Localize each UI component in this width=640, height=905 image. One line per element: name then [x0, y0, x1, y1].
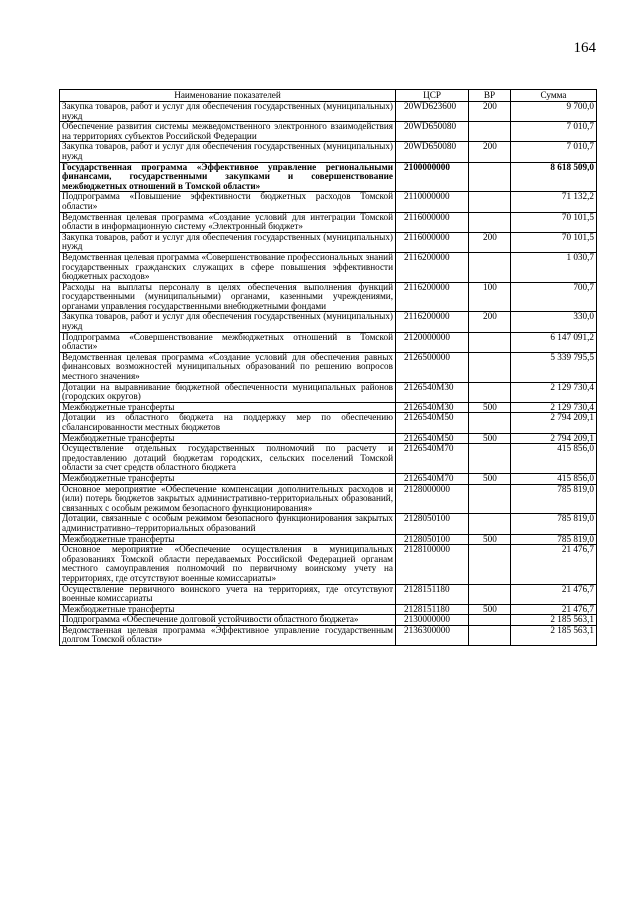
row-csr-cell: 2116000000 — [396, 212, 469, 232]
row-name-cell: Закупка товаров, работ и услуг для обеспечения государственных (муниципальных) нужд — [60, 312, 396, 332]
row-sum-cell: 6 147 091,2 — [511, 332, 597, 352]
table-header-row — [60, 90, 597, 102]
table-row — [60, 122, 597, 142]
table-row — [60, 212, 597, 232]
table-row — [60, 402, 597, 413]
budget-table — [59, 89, 597, 646]
row-name-cell: Ведомственная целевая программа «Создание условий для обеспечения равных финансовых возможностей муниципальных образований по решению вопросов местного значения» — [60, 352, 396, 382]
row-name-cell: Межбюджетные трансферты — [60, 473, 396, 484]
row-vr-cell: 200 — [469, 232, 511, 252]
row-csr-cell: 2126540М30 — [396, 402, 469, 413]
table-row — [60, 604, 597, 615]
row-vr-cell — [469, 484, 511, 514]
row-name-cell: Межбюджетные трансферты — [60, 604, 396, 615]
row-vr-cell — [469, 615, 511, 626]
row-csr-cell: 2116200000 — [396, 282, 469, 312]
table-row — [60, 534, 597, 545]
row-vr-cell: 500 — [469, 473, 511, 484]
row-csr-cell: 2128151180 — [396, 604, 469, 615]
header-vr: ВР — [469, 90, 511, 102]
table-row — [60, 433, 597, 444]
row-name-cell: Ведомственная целевая программа «Создание условий для интеграции Томской области в информационную систему «Электронный бюджет» — [60, 212, 396, 232]
row-sum-cell: 2 185 563,1 — [511, 615, 597, 626]
row-name-cell: Ведомственная целевая программа «Совершенствование профессиональных знаний государственных гражданских служащих в сфере повышения эффективности бюджетных расходов» — [60, 252, 396, 282]
row-vr-cell — [469, 192, 511, 212]
row-name-cell: Подпрограмма «Обеспечение долговой устойчивости областного бюджета» — [60, 615, 396, 626]
table-row — [60, 484, 597, 514]
table-row — [60, 514, 597, 534]
row-vr-cell — [469, 584, 511, 604]
row-name-cell: Межбюджетные трансферты — [60, 534, 396, 545]
row-csr-cell: 20WD650080 — [396, 122, 469, 142]
table-row — [60, 625, 597, 645]
row-sum-cell: 7 010,7 — [511, 122, 597, 142]
row-sum-cell: 2 129 730,4 — [511, 382, 597, 402]
table-row — [60, 102, 597, 122]
table-row — [60, 352, 597, 382]
row-name-cell: Дотации, связанные с особым режимом безопасного функционирования закрытых административно–территориальных образований — [60, 514, 396, 534]
row-name-cell: Межбюджетные трансферты — [60, 433, 396, 444]
row-csr-cell: 2136300000 — [396, 625, 469, 645]
row-name-cell: Закупка товаров, работ и услуг для обеспечения государственных (муниципальных) нужд — [60, 232, 396, 252]
row-name-cell: Расходы на выплаты персоналу в целях обеспечения выполнения функций государственными (муниципальными) органами, казенными учреждениями, органами управления государственными внебюджетными фондами — [60, 282, 396, 312]
row-vr-cell: 200 — [469, 102, 511, 122]
row-csr-cell: 2128000000 — [396, 484, 469, 514]
row-sum-cell: 21 476,7 — [511, 545, 597, 584]
row-sum-cell: 7 010,7 — [511, 142, 597, 162]
table-body — [60, 102, 597, 646]
table-row — [60, 192, 597, 212]
row-csr-cell: 2120000000 — [396, 332, 469, 352]
row-sum-cell: 70 101,5 — [511, 232, 597, 252]
row-name-cell: Дотации из областного бюджета на поддержку мер по обеспечению сбалансированности местных бюджетов — [60, 413, 396, 433]
table-row — [60, 332, 597, 352]
row-sum-cell: 5 339 795,5 — [511, 352, 597, 382]
table-row — [60, 615, 597, 626]
row-vr-cell — [469, 352, 511, 382]
row-sum-cell: 785 819,0 — [511, 484, 597, 514]
table-row — [60, 444, 597, 474]
row-sum-cell: 2 185 563,1 — [511, 625, 597, 645]
row-csr-cell: 2128050100 — [396, 514, 469, 534]
row-name-cell: Осуществление отдельных государственных полномочий по расчету и предоставлению дотаций бюджетам городских, сельских поселений Томской области за счет средств областного бюджета — [60, 444, 396, 474]
row-sum-cell: 700,7 — [511, 282, 597, 312]
row-csr-cell: 20WD650080 — [396, 142, 469, 162]
row-vr-cell — [469, 382, 511, 402]
row-sum-cell: 330,0 — [511, 312, 597, 332]
row-name-cell: Осуществление первичного воинского учета на территориях, где отсутствуют военные комиссариаты — [60, 584, 396, 604]
row-vr-cell: 200 — [469, 142, 511, 162]
row-vr-cell — [469, 625, 511, 645]
row-csr-cell: 2110000000 — [396, 192, 469, 212]
row-sum-cell: 785 819,0 — [511, 534, 597, 545]
row-csr-cell: 2126500000 — [396, 352, 469, 382]
row-sum-cell: 71 132,2 — [511, 192, 597, 212]
row-name-cell: Подпрограмма «Повышение эффективности бюджетных расходов Томской области» — [60, 192, 396, 212]
header-csr: ЦСР — [396, 90, 469, 102]
row-name-cell: Закупка товаров, работ и услуг для обеспечения государственных (муниципальных) нужд — [60, 142, 396, 162]
row-vr-cell — [469, 514, 511, 534]
table-row — [60, 473, 597, 484]
row-csr-cell: 2126540М30 — [396, 382, 469, 402]
row-sum-cell: 21 476,7 — [511, 584, 597, 604]
table-row — [60, 382, 597, 402]
row-vr-cell: 500 — [469, 402, 511, 413]
row-vr-cell — [469, 252, 511, 282]
row-vr-cell — [469, 332, 511, 352]
row-name-cell: Подпрограмма «Совершенствование межбюджетных отношений в Томской области» — [60, 332, 396, 352]
row-name-cell: Основное мероприятие «Обеспечение осуществления в муниципальных образованиях Томской области передаваемых Российской Федерацией органам местного самоуправления полномочий по первичному воинскому учету на территориях, где отсутствуют военные комиссариаты» — [60, 545, 396, 584]
table-row — [60, 312, 597, 332]
row-csr-cell: 2116200000 — [396, 312, 469, 332]
row-csr-cell: 2128050100 — [396, 534, 469, 545]
row-vr-cell: 500 — [469, 604, 511, 615]
row-sum-cell: 415 856,0 — [511, 473, 597, 484]
row-name-cell: Обеспечение развития системы межведомственного электронного взаимодействия на территориях субъектов Российской Федерации — [60, 122, 396, 142]
row-vr-cell — [469, 212, 511, 232]
row-sum-cell: 2 794 209,1 — [511, 413, 597, 433]
row-csr-cell: 20WD623600 — [396, 102, 469, 122]
row-csr-cell: 2126540М50 — [396, 433, 469, 444]
header-name: Наименование показателей — [60, 90, 396, 102]
row-sum-cell: 8 618 509,0 — [511, 162, 597, 192]
row-sum-cell: 70 101,5 — [511, 212, 597, 232]
row-vr-cell: 200 — [469, 312, 511, 332]
row-vr-cell — [469, 162, 511, 192]
table-row — [60, 413, 597, 433]
row-csr-cell: 2116200000 — [396, 252, 469, 282]
row-name-cell: Ведомственная целевая программа «Эффективное управление государственным долгом Томской области» — [60, 625, 396, 645]
row-vr-cell — [469, 413, 511, 433]
row-name-cell: Межбюджетные трансферты — [60, 402, 396, 413]
row-vr-cell — [469, 122, 511, 142]
row-vr-cell — [469, 444, 511, 474]
page-number: 164 — [573, 40, 596, 56]
row-sum-cell: 21 476,7 — [511, 604, 597, 615]
table-row — [60, 584, 597, 604]
row-csr-cell: 2128151180 — [396, 584, 469, 604]
table-row — [60, 232, 597, 252]
header-sum: Сумма — [511, 90, 597, 102]
row-vr-cell — [469, 545, 511, 584]
row-name-cell: Закупка товаров, работ и услуг для обеспечения государственных (муниципальных) нужд — [60, 102, 396, 122]
row-sum-cell: 9 700,0 — [511, 102, 597, 122]
row-csr-cell: 2130000000 — [396, 615, 469, 626]
row-csr-cell: 2128100000 — [396, 545, 469, 584]
row-csr-cell: 2116000000 — [396, 232, 469, 252]
table-row — [60, 282, 597, 312]
row-csr-cell: 2126540М70 — [396, 444, 469, 474]
row-sum-cell: 2 794 209,1 — [511, 433, 597, 444]
row-sum-cell: 785 819,0 — [511, 514, 597, 534]
table-row — [60, 142, 597, 162]
row-sum-cell: 415 856,0 — [511, 444, 597, 474]
row-name-cell: Государственная программа «Эффективное управление региональными финансами, государственными закупками и совершенствование межбюджетных отношений в Томской области» — [60, 162, 396, 192]
row-name-cell: Основное мероприятие «Обеспечение компенсации дополнительных расходов и (или) потерь бюджетов закрытых административно-территориальных образований, связанных с особым режимом безопасного функционирования» — [60, 484, 396, 514]
table-row — [60, 162, 597, 192]
table-row — [60, 545, 597, 584]
row-vr-cell: 100 — [469, 282, 511, 312]
row-sum-cell: 2 129 730,4 — [511, 402, 597, 413]
row-vr-cell: 500 — [469, 534, 511, 545]
row-csr-cell: 2126540М70 — [396, 473, 469, 484]
row-csr-cell: 2100000000 — [396, 162, 469, 192]
row-vr-cell: 500 — [469, 433, 511, 444]
row-csr-cell: 2126540М50 — [396, 413, 469, 433]
row-sum-cell: 1 030,7 — [511, 252, 597, 282]
row-name-cell: Дотации на выравнивание бюджетной обеспеченности муниципальных районов (городских округов) — [60, 382, 396, 402]
table-row — [60, 252, 597, 282]
